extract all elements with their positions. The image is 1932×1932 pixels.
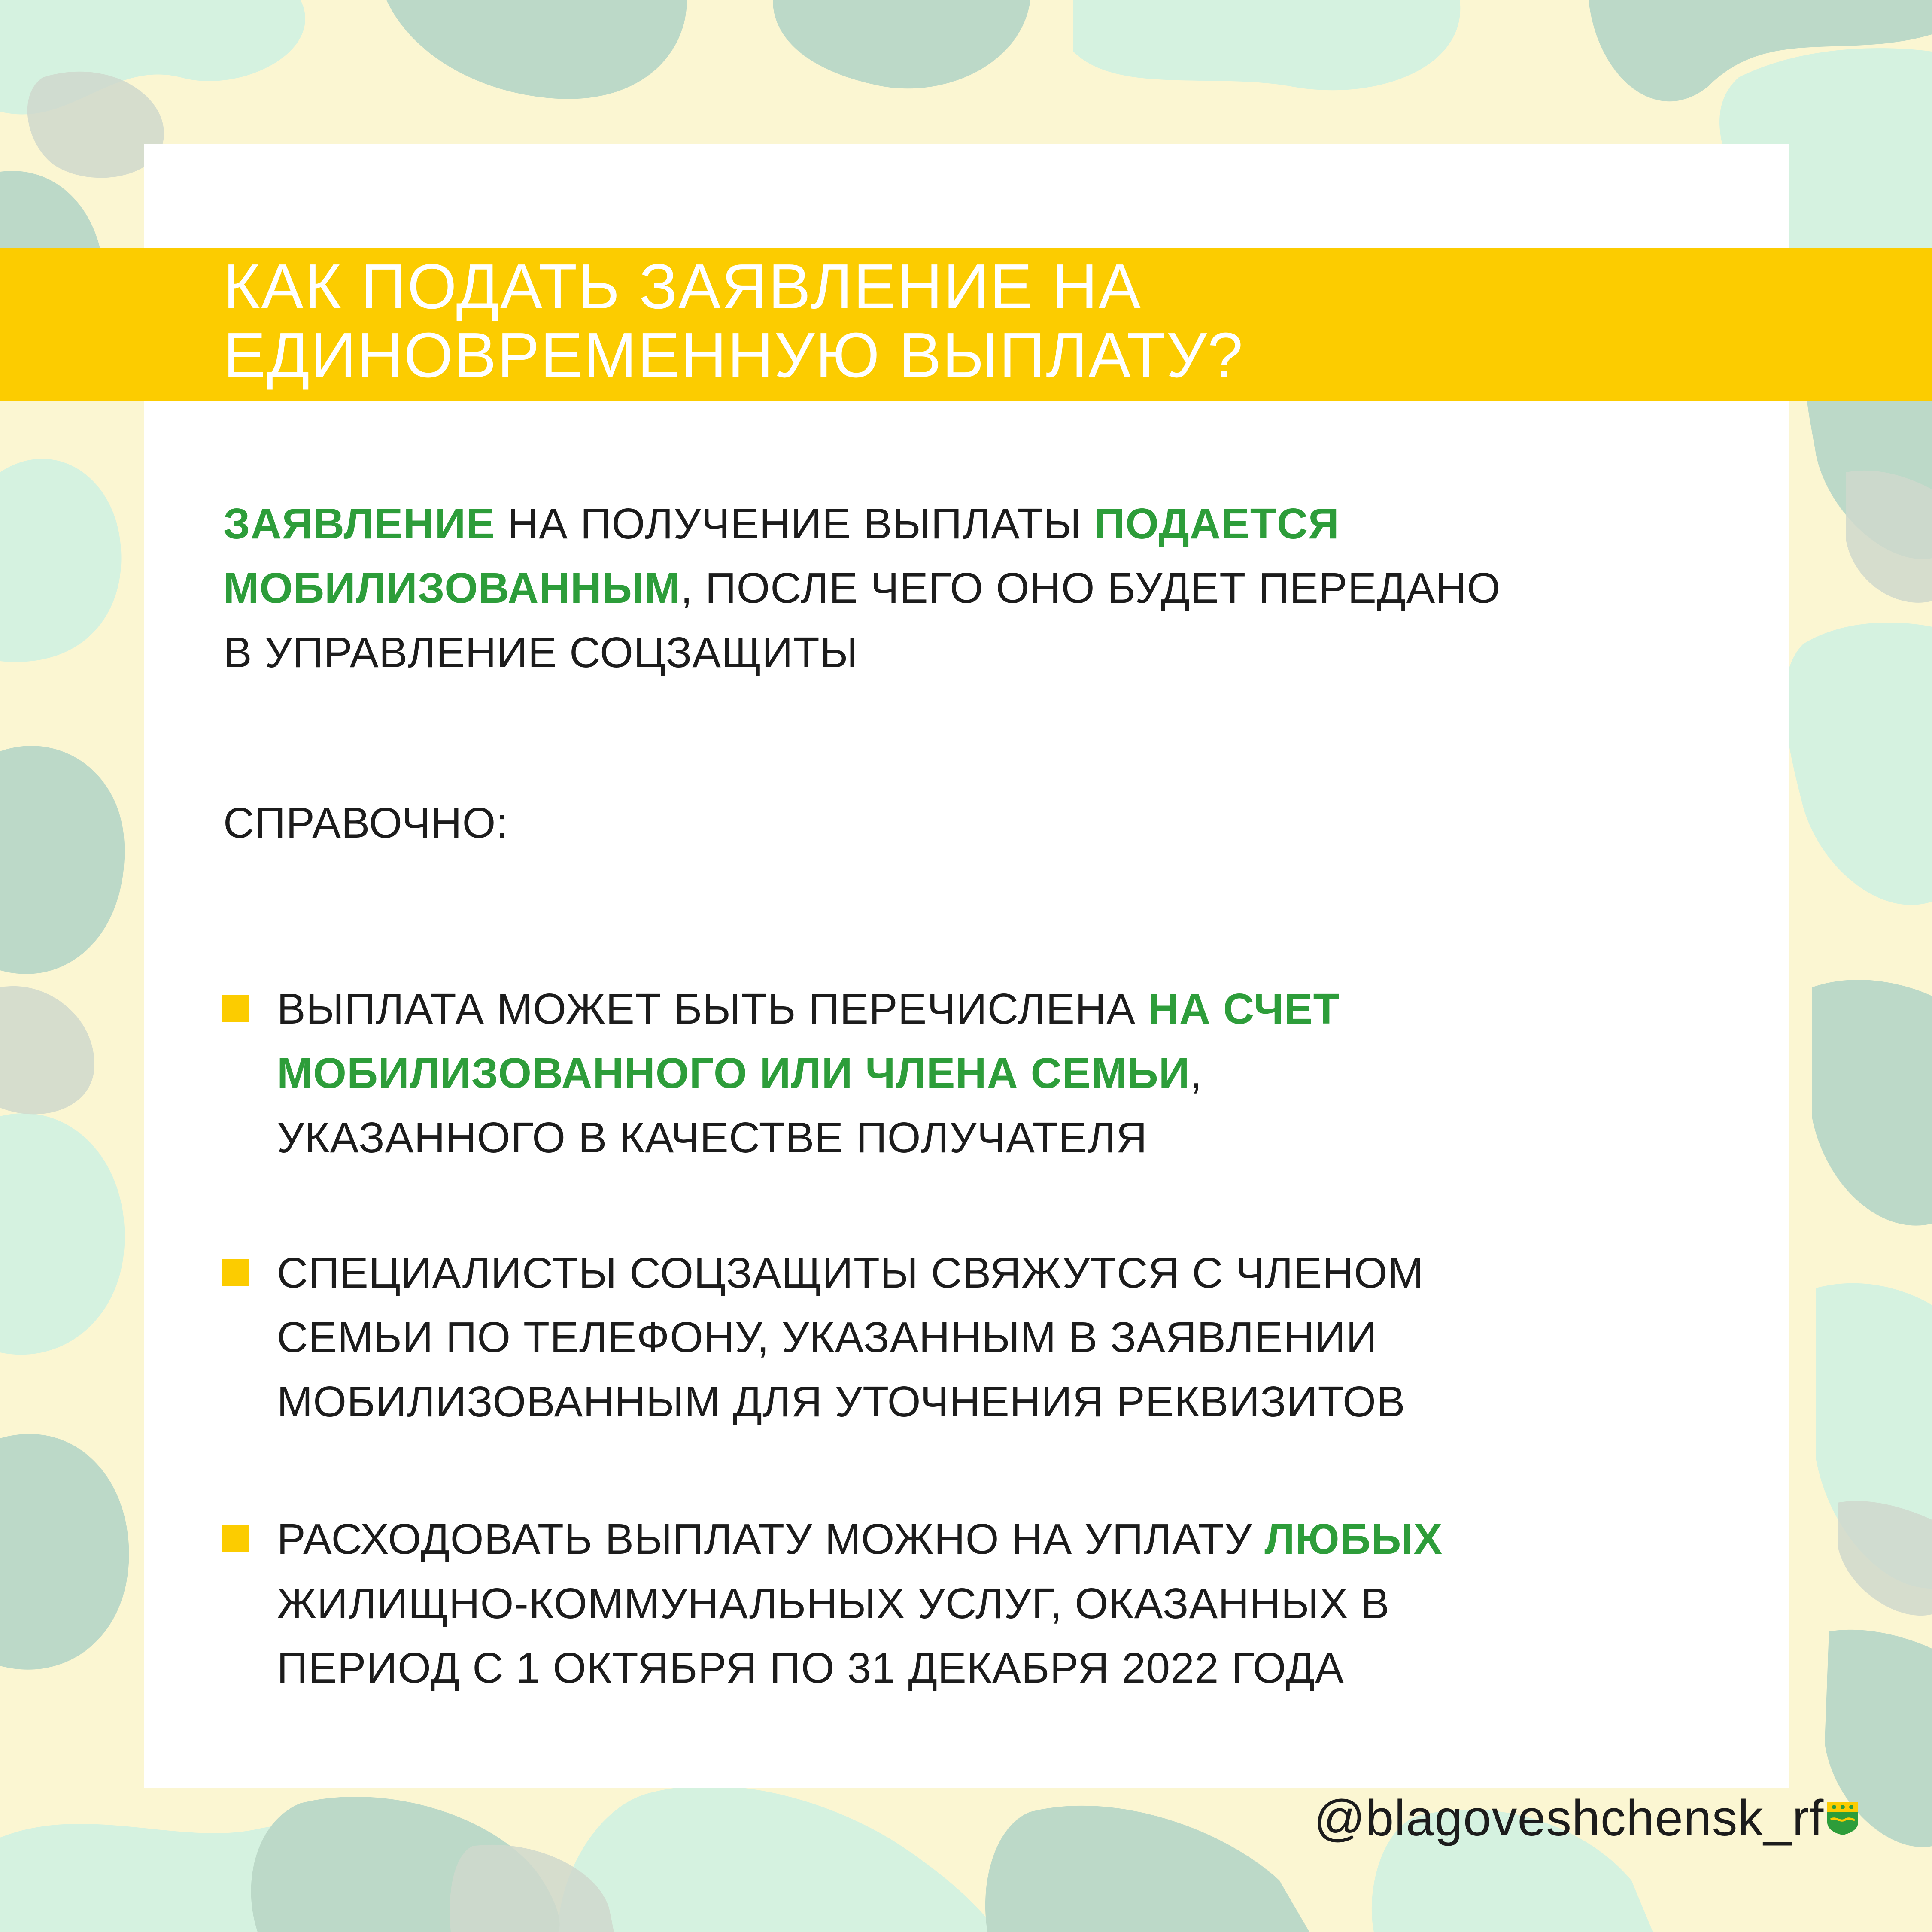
- bullet-1-line-3: УКАЗАННОГО В КАЧЕСТВЕ ПОЛУЧАТЕЛЯ: [277, 1114, 1148, 1162]
- bullet-2-line-3: МОБИЛИЗОВАННЫМ ДЛЯ УТОЧНЕНИЯ РЕКВИЗИТОВ: [277, 1378, 1406, 1426]
- bullet-3-line-1: [277, 1507, 1443, 1571]
- bullet-1: [277, 977, 1340, 1170]
- intro-paragraph: [223, 492, 1501, 685]
- title-line-2: ЕДИНОВРЕМЕННУЮ ВЫПЛАТУ?: [223, 320, 1244, 391]
- bullet-1-highlight-1: НА СЧЕТ: [1148, 985, 1340, 1033]
- intro-text-2: , ПОСЛЕ ЧЕГО ОНО БУДЕТ ПЕРЕДАНО: [680, 564, 1501, 612]
- intro-line-2: [223, 556, 1501, 620]
- bullet-marker-3: [222, 1525, 249, 1552]
- bullet-marker-2: [222, 1259, 249, 1286]
- bullet-1-line-2: [277, 1041, 1340, 1106]
- bullet-1-line-1: [277, 977, 1340, 1041]
- intro-line-3: В УПРАВЛЕНИЕ СОЦЗАЩИТЫ: [223, 629, 859, 677]
- city-crest-icon: [1825, 1800, 1861, 1836]
- bullet-2-line-1: СПЕЦИАЛИСТЫ СОЦЗАЩИТЫ СВЯЖУТСЯ С ЧЛЕНОМ: [277, 1249, 1424, 1297]
- bullet-3-line-3: ПЕРИОД С 1 ОКТЯБРЯ ПО 31 ДЕКАБРЯ 2022 ГОДА: [277, 1644, 1344, 1692]
- intro-line-1: [223, 492, 1501, 556]
- intro-highlight-mobilized: МОБИЛИЗОВАННЫМ: [223, 564, 681, 612]
- title-line-1: КАК ПОДАТЬ ЗАЯВЛЕНИЕ НА: [223, 251, 1142, 322]
- intro-highlight-application: ЗАЯВЛЕНИЕ: [223, 500, 495, 548]
- social-handle: @blagoveshchensk_rf: [1314, 1790, 1824, 1847]
- bullet-3-text-1: РАСХОДОВАТЬ ВЫПЛАТУ МОЖНО НА УПЛАТУ: [277, 1515, 1265, 1563]
- bullet-3-line-2: ЖИЛИЩНО-КОММУНАЛЬНЫХ УСЛУГ, ОКАЗАННЫХ В: [277, 1580, 1390, 1628]
- page-title: [223, 252, 1244, 390]
- bullet-1-highlight-2: МОБИЛИЗОВАННОГО ИЛИ ЧЛЕНА СЕМЬИ: [277, 1049, 1190, 1097]
- bullet-2-line-2: СЕМЬИ ПО ТЕЛЕФОНУ, УКАЗАННЫМ В ЗАЯВЛЕНИИ: [277, 1313, 1378, 1361]
- reference-label: СПРАВОЧНО:: [223, 799, 509, 847]
- bullet-1-text-2: ,: [1190, 1049, 1203, 1097]
- bullet-marker-1: [222, 995, 249, 1022]
- bullet-3: [277, 1507, 1443, 1700]
- intro-text-1: НА ПОЛУЧЕНИЕ ВЫПЛАТЫ: [495, 500, 1094, 548]
- intro-highlight-submitted: ПОДАЕТСЯ: [1094, 500, 1340, 548]
- bullet-3-highlight: ЛЮБЫХ: [1264, 1515, 1443, 1563]
- bullet-1-text-1: ВЫПЛАТА МОЖЕТ БЫТЬ ПЕРЕЧИСЛЕНА: [277, 985, 1148, 1033]
- bullet-2: [277, 1241, 1424, 1434]
